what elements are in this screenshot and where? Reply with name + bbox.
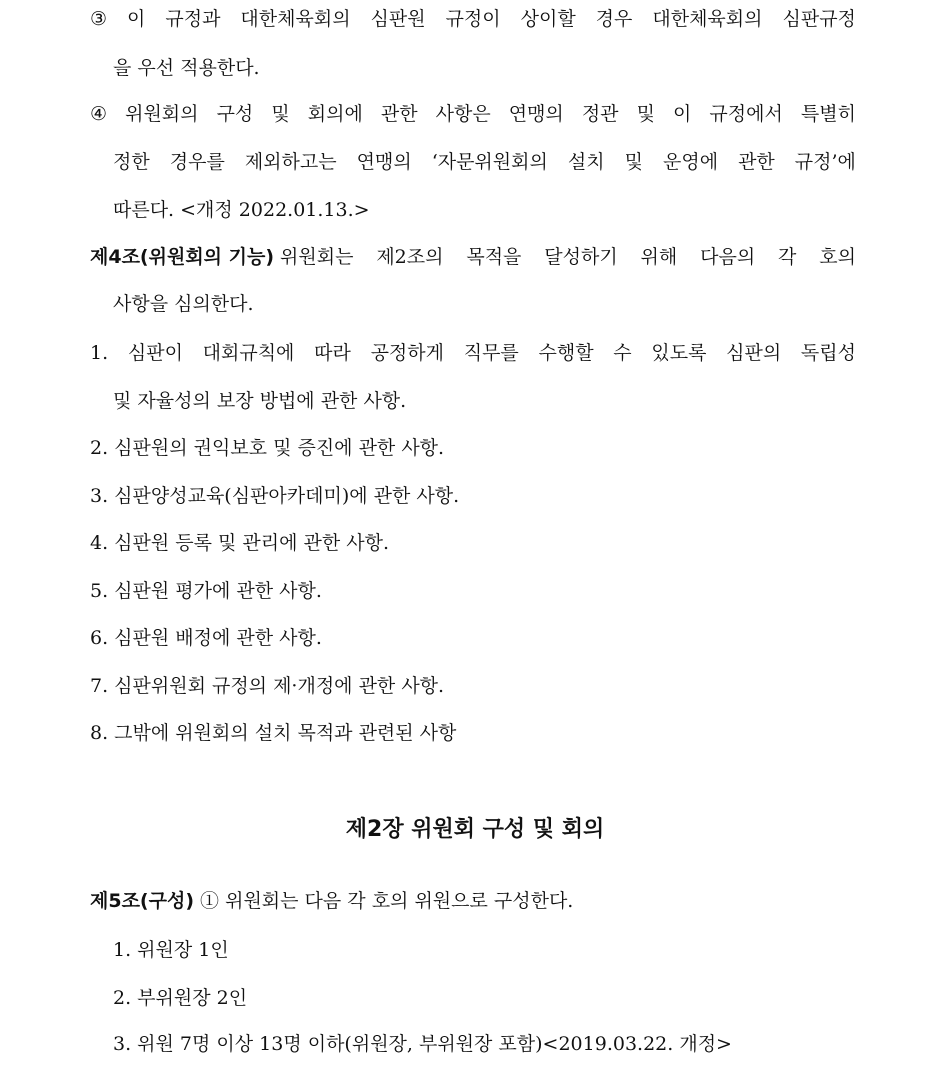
word: 규정과 <box>165 8 221 30</box>
word: 독립성 <box>800 342 856 364</box>
word: 이 <box>673 103 692 125</box>
article-4-item-6: 6. 심판원 배정에 관한 사항. <box>90 627 322 649</box>
word: 수 <box>613 342 632 364</box>
article-4-item-5: 5. 심판원 평가에 관한 사항. <box>90 580 322 602</box>
clause-4-line-2 <box>113 149 856 175</box>
word: 규정’에 <box>794 151 856 173</box>
article-5-heading: 제5조(구성) <box>90 890 195 912</box>
word: 경우 <box>595 8 633 30</box>
article-5-item-2: 2. 부위원장 2인 <box>113 987 248 1009</box>
article-4-item-2: 2. 심판원의 권익보호 및 증진에 관한 사항. <box>90 437 445 459</box>
word: 공정하게 <box>370 342 444 364</box>
word: 경우를 <box>169 151 225 173</box>
clause-3-line-1 <box>90 6 856 32</box>
word: 연맹의 <box>508 103 564 125</box>
word: 연맹의 <box>356 151 412 173</box>
article-4-heading-line <box>90 244 856 270</box>
word: 위원회의 <box>125 103 199 125</box>
word: 관한 <box>380 103 418 125</box>
word: 규정이 <box>445 8 501 30</box>
word: 목적을 <box>466 246 522 268</box>
word: 직무를 <box>463 342 519 364</box>
word: 위원회는 <box>280 246 354 268</box>
word: 달성하기 <box>544 246 618 268</box>
article-4-intro-line-1 <box>274 244 856 270</box>
word: 이 <box>127 8 146 30</box>
clause-3-line-2: 을 우선 적용한다. <box>113 57 260 79</box>
word: 특별히 <box>800 103 856 125</box>
word: 호의 <box>819 246 856 268</box>
article-4-heading: 제4조(위원회의 기능) <box>90 246 275 268</box>
word: 위해 <box>640 246 678 268</box>
article-4-item-4: 4. 심판원 등록 및 관리에 관한 사항. <box>90 532 390 554</box>
word: 상이할 <box>520 8 576 30</box>
word: 다음의 <box>700 246 756 268</box>
article-4-item-8: 8. 그밖에 위원회의 설치 목적과 관련된 사항 <box>90 722 457 744</box>
word: 심판규정 <box>782 8 856 30</box>
word: 1. <box>90 342 109 364</box>
word: 제2조의 <box>376 246 444 268</box>
word: 있도록 <box>651 342 707 364</box>
word: 사항은 <box>435 103 491 125</box>
article-4-item-7: 7. 심판위원회 규정의 제·개정에 관한 사항. <box>90 675 445 697</box>
word: 각 <box>778 246 797 268</box>
article-5-intro: ① 위원회는 다음 각 호의 위원으로 구성한다. <box>194 890 574 912</box>
word: 및 <box>636 103 655 125</box>
word: 제외하고는 <box>244 151 337 173</box>
word: 심판이 <box>127 342 183 364</box>
word: ③ <box>90 8 108 30</box>
word: ④ <box>90 103 108 125</box>
chapter-2-title: 제2장 위원회 구성 및 회의 <box>345 817 605 842</box>
article-4-intro-line-2: 사항을 심의한다. <box>113 293 254 315</box>
word: 및 <box>271 103 290 125</box>
clause-4-line-3: 따른다. <개정 2022.01.13.> <box>113 199 370 221</box>
word: 따라 <box>314 342 351 364</box>
word: 대회규칙에 <box>202 342 295 364</box>
word: 대한체육회의 <box>240 8 351 30</box>
clause-4-line-1 <box>90 101 856 127</box>
word: 구성 <box>216 103 254 125</box>
word: 규정에서 <box>709 103 783 125</box>
word: 회의에 <box>307 103 363 125</box>
article-4-item-1-line-2: 및 자율성의 보장 방법에 관한 사항. <box>113 390 407 412</box>
article-5-item-3: 3. 위원 7명 이상 13명 이하(위원장, 부위원장 포함)<2019.03.22. 개정> <box>113 1033 732 1055</box>
article-5-item-1: 1. 위원장 1인 <box>113 939 229 961</box>
article-4-item-1-line-1 <box>90 340 856 366</box>
word: 관한 <box>738 151 775 173</box>
word: 심판의 <box>726 342 782 364</box>
word: 정관 <box>581 103 619 125</box>
article-4-item-3: 3. 심판양성교육(심판아카데미)에 관한 사항. <box>90 485 460 507</box>
word: 설치 <box>567 151 605 173</box>
word: 수행할 <box>538 342 594 364</box>
word: 및 <box>624 151 643 173</box>
word: ‘자문위원회의 <box>431 151 548 173</box>
word: 운영에 <box>662 151 719 173</box>
word: 정한 <box>113 151 150 173</box>
article-5-heading-line <box>90 888 573 914</box>
word: 심판원 <box>370 8 426 30</box>
word: 대한체육회의 <box>652 8 763 30</box>
